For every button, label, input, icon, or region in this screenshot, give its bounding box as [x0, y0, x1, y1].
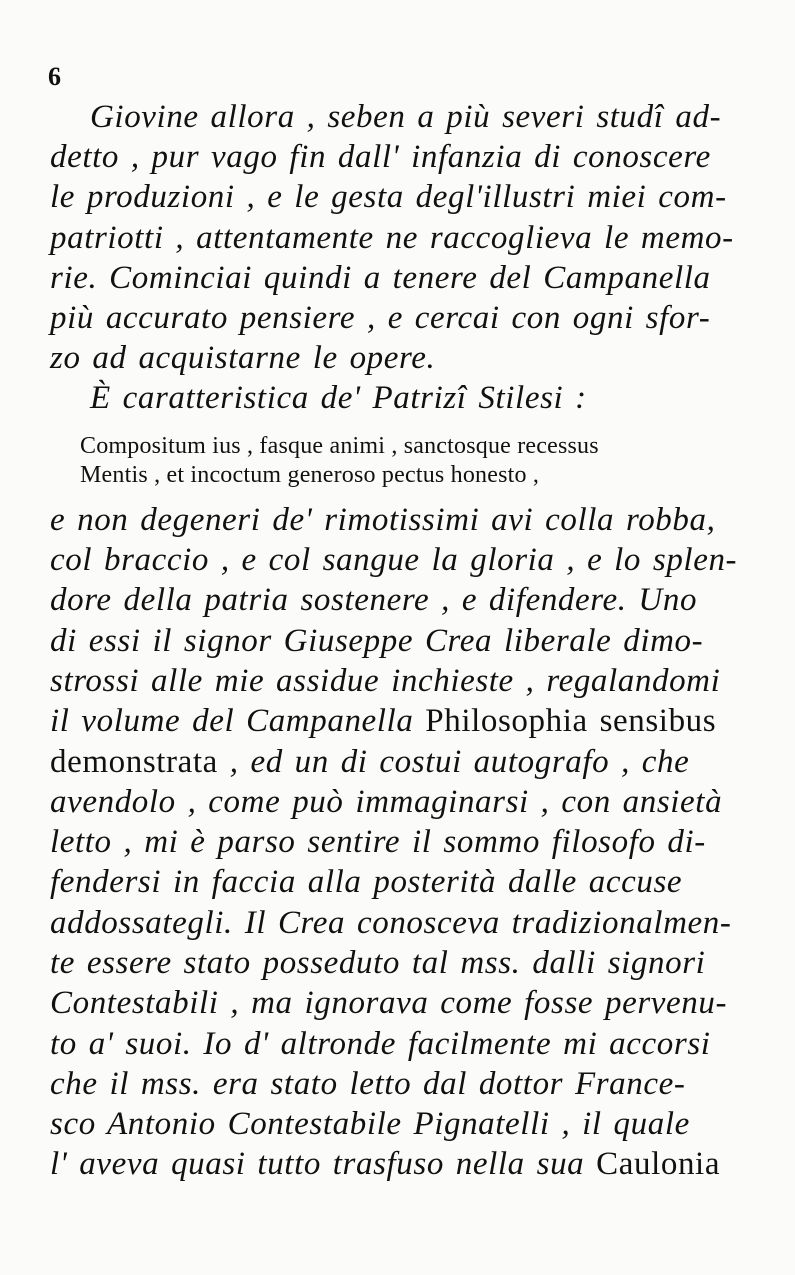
- text-line: fendersi in faccia alla posterità dalle accuse: [50, 864, 683, 900]
- book-title-segment: Caulonia: [596, 1146, 721, 1182]
- text-line: strossi alle mie assidue inchieste , regalandomi: [50, 663, 721, 699]
- text-line: addossategli. Il Crea conosceva tradizionalmen-: [50, 905, 732, 941]
- text-line: [50, 1144, 720, 1184]
- text-line: sco Antonio Contestabile Pignatelli , il quale: [50, 1106, 690, 1142]
- text-line: più accurato pensiere , e cercai con ogni sfor-: [50, 300, 711, 336]
- text-line: che il mss. era stato letto dal dottor France-: [50, 1066, 686, 1102]
- text-italic-segment: l' aveva quasi tutto trasfuso nella sua: [50, 1146, 597, 1182]
- latin-quote-line: Compositum ius , fasque animi , sanctosque recessus: [80, 433, 599, 459]
- text-italic-segment: il volume del Campanella: [50, 703, 426, 739]
- text-line: le produzioni , e le gesta degl'illustri miei com-: [50, 179, 727, 215]
- text-italic-segment: , ed un di costui autografo , che: [217, 744, 690, 780]
- text-line: [50, 742, 689, 782]
- text-line: di essi il signor Giuseppe Crea liberale dimo-: [50, 623, 704, 659]
- text-line: avendolo , come può immaginarsi , con ansietà: [50, 784, 723, 820]
- text-line: col braccio , e col sangue la gloria , e lo splen-: [50, 542, 738, 578]
- book-title-segment: demonstrata: [50, 744, 218, 780]
- latin-quote-line: Mentis , et incoctum generoso pectus honesto ,: [80, 462, 540, 488]
- text-line: [50, 701, 716, 741]
- text-line: Contestabili , ma ignorava come fosse pervenu-: [50, 985, 728, 1021]
- text-line: to a' suoi. Io d' altronde facilmente mi accorsi: [50, 1026, 711, 1062]
- text-line: zo ad acquistarne le opere.: [50, 340, 436, 376]
- text-line: te essere stato posseduto tal mss. dalli signori: [50, 945, 706, 981]
- text-line: e non degeneri de' rimotissimi avi colla robba,: [50, 502, 716, 538]
- book-title-segment: Philosophia sensibus: [425, 703, 717, 739]
- text-line: rie. Cominciai quindi a tenere del Campanella: [50, 260, 711, 296]
- page-number: 6: [48, 62, 61, 91]
- text-line: È caratteristica de' Patrizî Stilesi :: [90, 380, 587, 416]
- text-line: detto , pur vago fin dall' infanzia di conoscere: [50, 139, 711, 175]
- text-line: Giovine allora , seben a più severi studî ad-: [90, 99, 722, 135]
- text-line: letto , mi è parso sentire il sommo filosofo di-: [50, 824, 706, 860]
- text-line: dore della patria sostenere , e difendere. Uno: [50, 582, 698, 618]
- text-line: patriotti , attentamente ne raccoglieva le memo-: [50, 220, 734, 256]
